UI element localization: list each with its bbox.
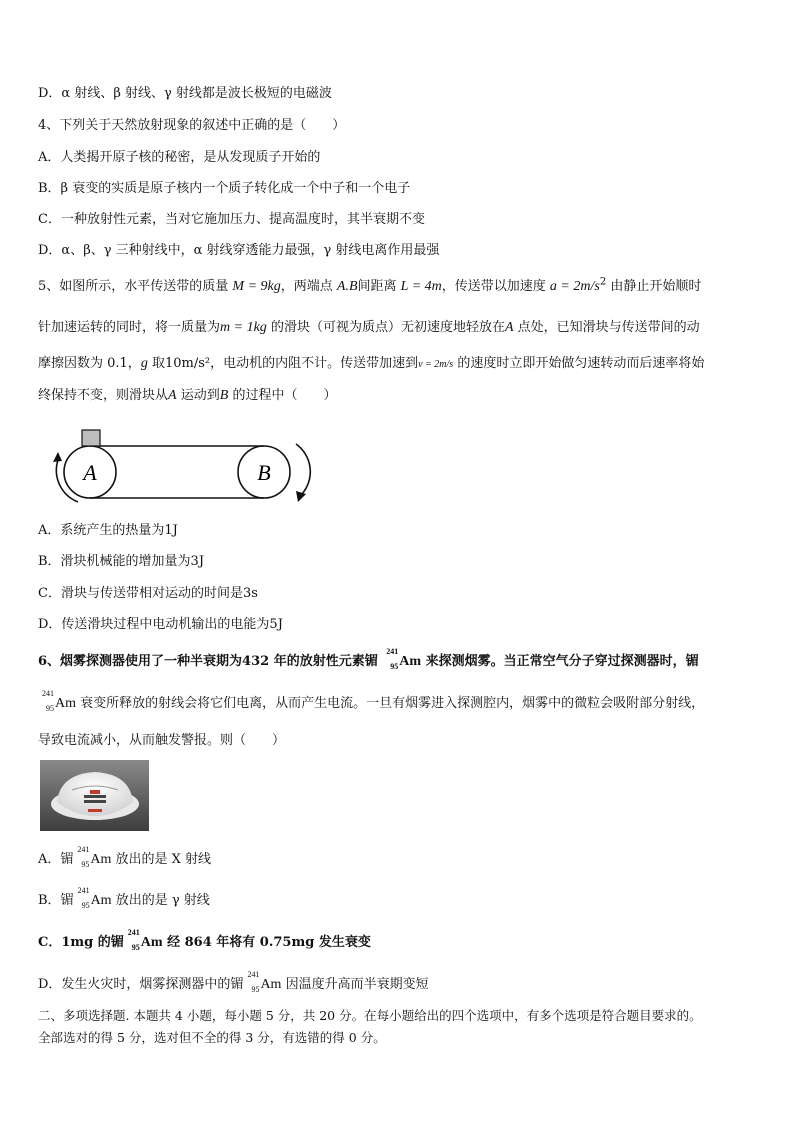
q6-option-c: C．1mg 的镅 241 95 Am 经 864 年将有 0.75mg 发生衰变 xyxy=(38,928,371,952)
isotope-am241: 241 95 xyxy=(386,647,399,671)
isotope-am241: 241 95 xyxy=(77,845,90,869)
q5-stem-line2: 针加速运转的同时，将一质量为m = 1kg 的滑块（可视为质点）无初速度地轻放在A 点处，已知滑块与传送带间的动 xyxy=(38,320,700,335)
q3-option-d: D．α 射线、β 射线、γ 射线都是波长极短的电磁波 xyxy=(38,86,332,101)
wheel-a-label: A xyxy=(83,460,97,485)
rotation-arrow-left xyxy=(56,460,78,502)
q6-option-b: B．镅 241 95 Am 放出的是 γ 射线 xyxy=(38,886,210,910)
q4-option-d: D．α、β、γ 三种射线中，α 射线穿透能力最强，γ 射线电离作用最强 xyxy=(38,243,440,258)
section2-heading-line2: 全部选对的得 5 分，选对但不全的得 3 分，有选错的得 0 分。 xyxy=(38,1030,386,1045)
q4-option-b: B．β 衰变的实质是原子核内一个质子转化成一个中子和一个电子 xyxy=(38,181,411,196)
conveyor-belt-figure xyxy=(40,422,320,512)
isotope-am241: 241 95 xyxy=(77,886,90,910)
isotope-am241: 241 95 xyxy=(127,928,140,952)
q6-stem-line2: 241 95 Am 衰变所释放的射线会将它们电离，从而产生电流。一旦有烟雾进入探测腔内，烟雾中的微粒会吸附部分射线， xyxy=(38,692,704,712)
q6-stem-line3: 导致电流减小，从而触发警报。则（ ） xyxy=(38,733,286,748)
q5-option-b: B．滑块机械能的增加量为3J xyxy=(38,554,205,569)
q5-stem-line1: 5、如图所示，水平传送带的质量 M = 9kg，两端点 A.B间距离 L = 4m，传送带以加速度 $a = 2m/s^2$ 由静止开始顺时 xyxy=(38,276,702,294)
q4-option-a: A．人类揭开原子核的秘密，是从发现质子开始的 xyxy=(38,150,321,165)
q6-stem-line1: 6、烟雾探测器使用了一种半衰期为432 年的放射性元素镅 241 95 Am 来探测烟雾。当正常空气分子穿过探测器时，镅 xyxy=(38,647,699,671)
q5-stem-line4: 终保持不变，则滑块从A 运动到B 的过程中（ ） xyxy=(38,388,337,403)
q6-option-a: A．镅 241 95 Am 放出的是 X 射线 xyxy=(38,845,212,869)
q4-stem: 4、下列关于天然放射现象的叙述中正确的是（ ） xyxy=(38,118,346,133)
slider-block xyxy=(82,430,100,446)
rotation-arrow-right xyxy=(296,444,310,494)
section2-heading-line1: 二、多项选择题. 本题共 4 小题，每小题 5 分，共 20 分。在每小题给出的四个选项中，有多个选项是符合题目要求的。 xyxy=(38,1008,702,1023)
wheel-b-label: B xyxy=(257,460,271,485)
q6-option-d: D．发生火灾时，烟雾探测器中的镅 241 95 Am 因温度升高而半衰期变短 xyxy=(38,970,429,994)
isotope-am241: 241 95 xyxy=(247,970,260,994)
q4-option-c: C．一种放射性元素，当对它施加压力、提高温度时，其半衰期不变 xyxy=(38,212,425,227)
q5-stem-line3: 摩擦因数为 0.1，g 取10m/s²，电动机的内阻不计。传送带加速到v = 2m/s 的速度时立即开始做匀速转动而后速率将始 xyxy=(38,356,705,371)
q5-option-d: D．传送滑块过程中电动机输出的电能为5J xyxy=(38,617,283,632)
q5-option-c: C．滑块与传送带相对运动的时间是3s xyxy=(38,586,258,601)
isotope-am241: 241 95 xyxy=(42,689,54,713)
q5-option-a: A．系统产生的热量为1J xyxy=(38,523,178,538)
smoke-detector-photo xyxy=(40,760,149,831)
